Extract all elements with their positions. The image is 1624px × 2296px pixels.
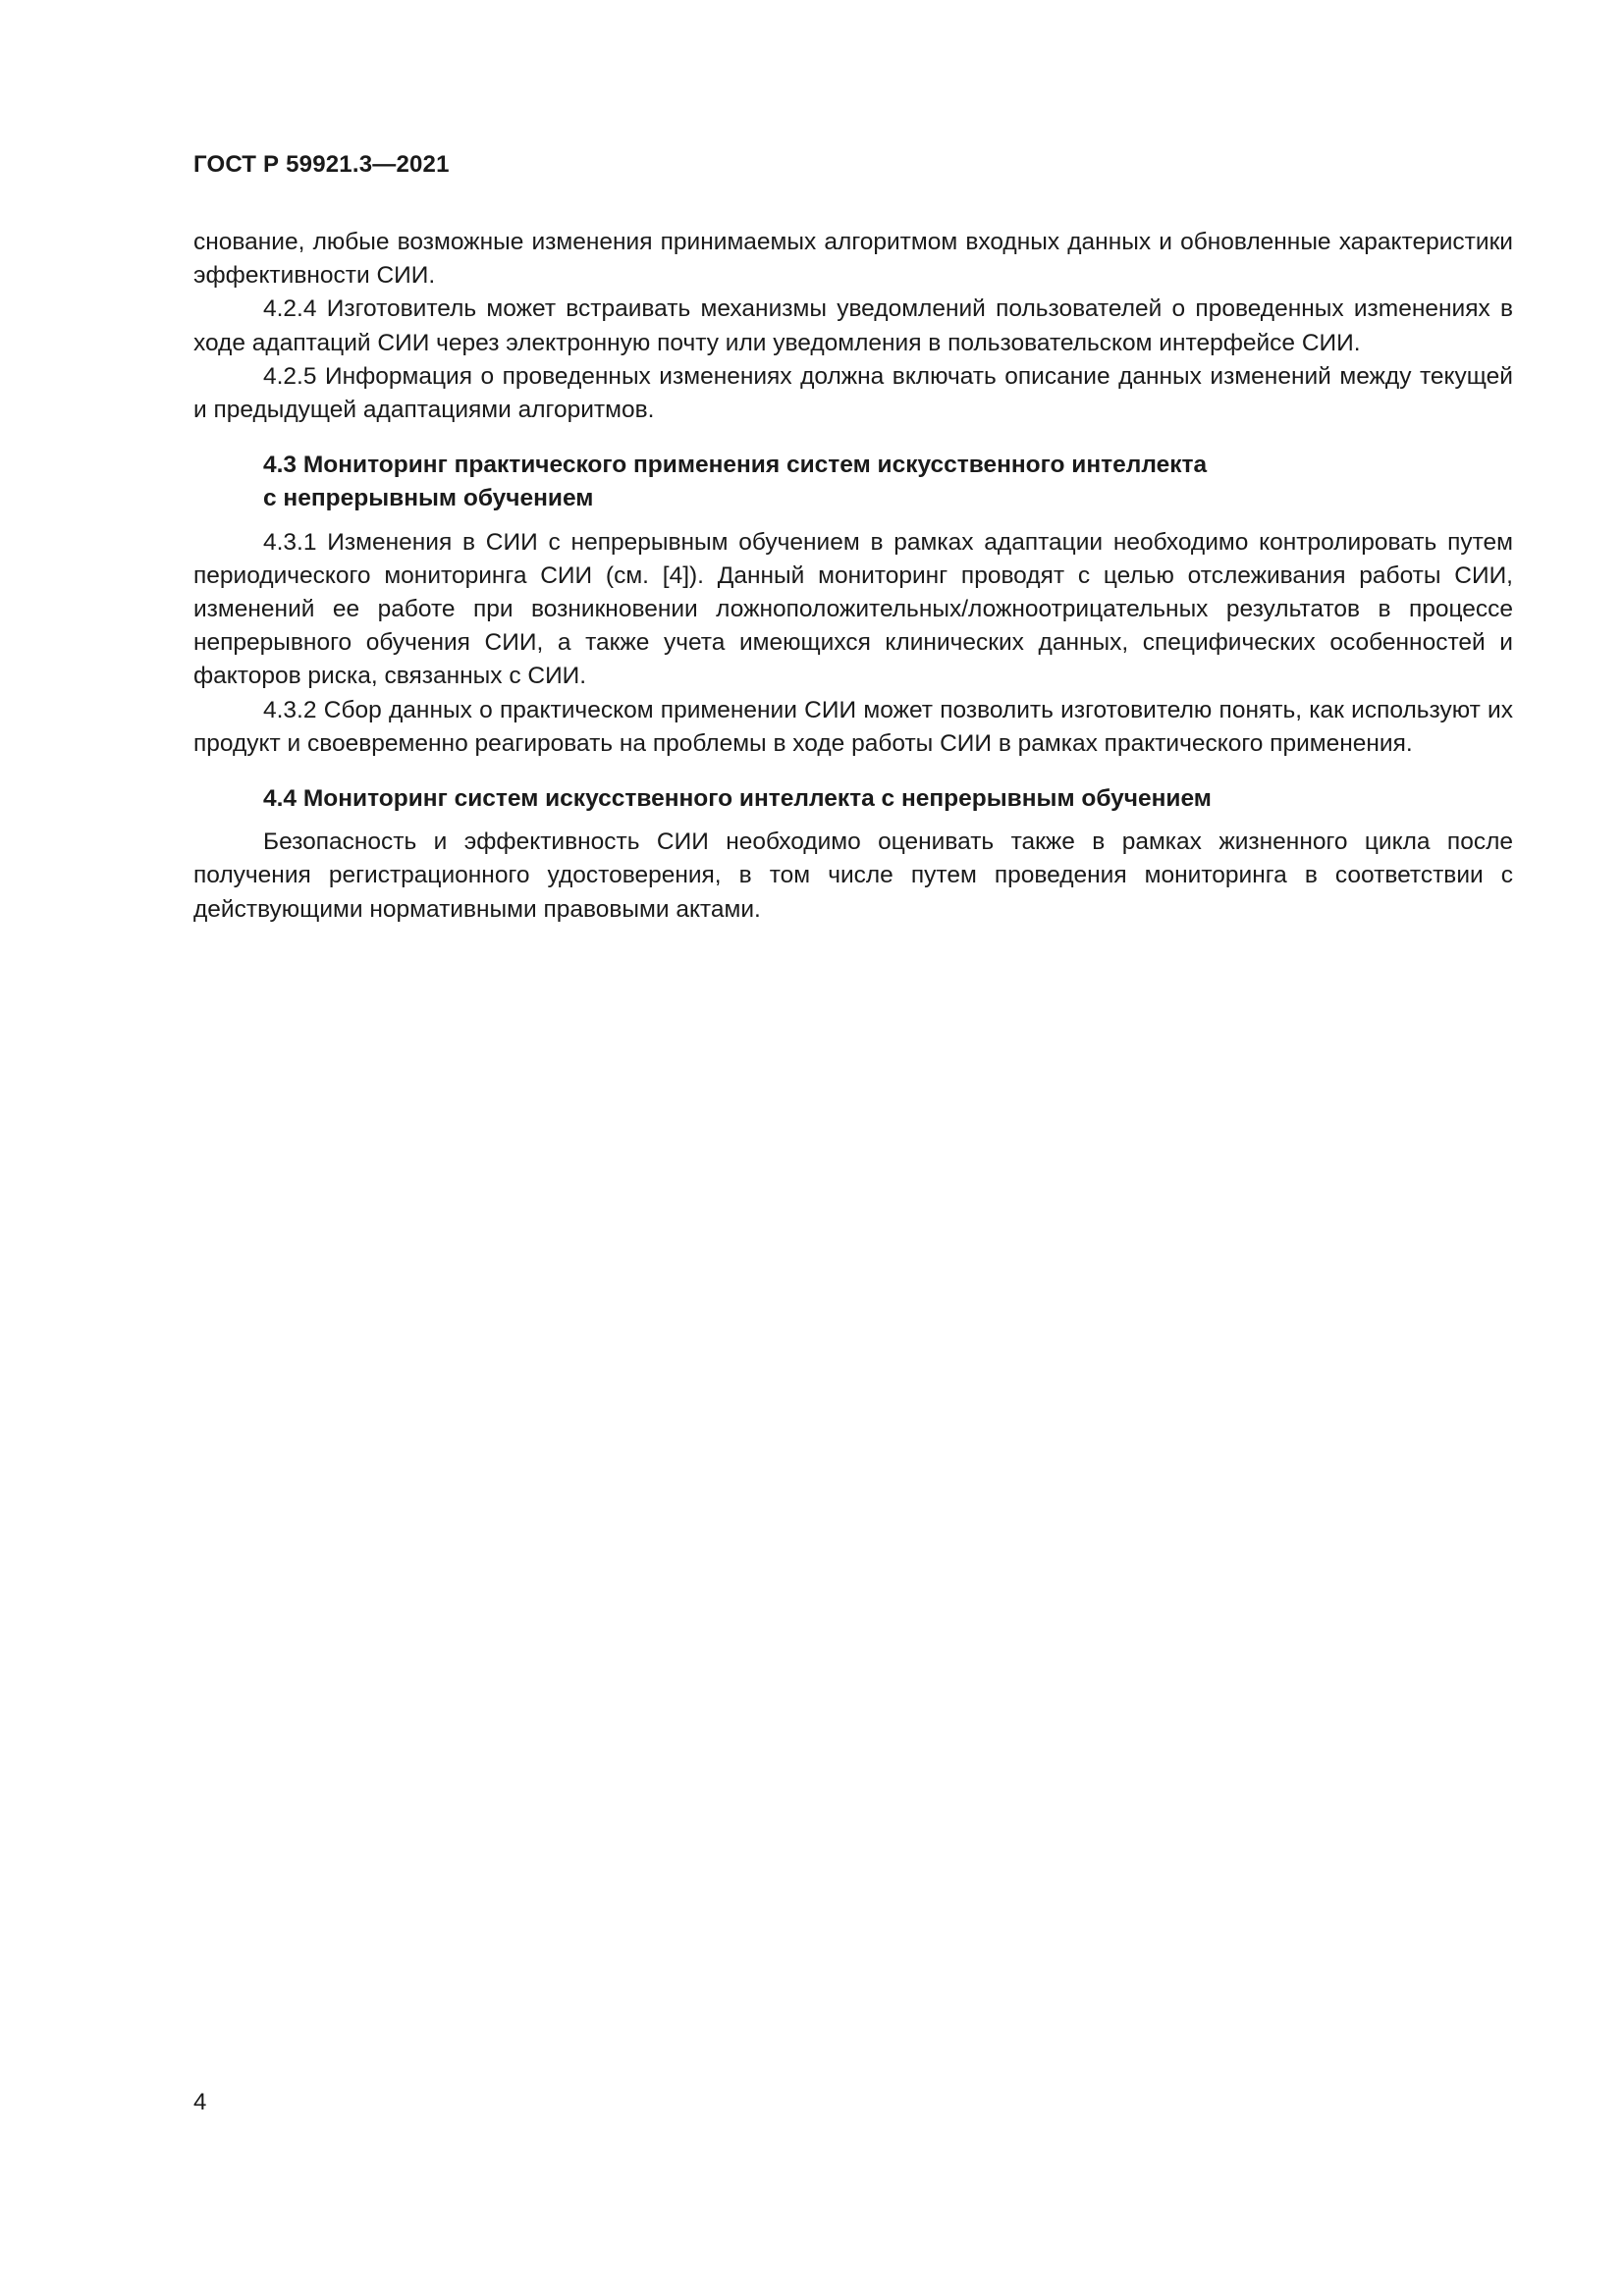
section-heading-4-3-line-1: 4.3 Мониторинг практического применения систем искусственного интеллекта — [263, 452, 1208, 479]
section-heading-4-3 — [193, 449, 1540, 515]
document-body — [193, 226, 1513, 927]
paragraph-4-3-1: 4.3.1 Изменения в СИИ с непрерывным обучением в рамках адаптации необходимо контролировать путем периодического мониторинга СИИ (см. [4]). Данный мониторинг проводят с целью отслеживания работы СИИ, изменений ее работе при возникновении ложноположительных/ложноотрицательных результатов в процессе непрерывного обучения СИИ, а также учета имеющихся клинических данных, специфических особенностей и факторов риска, связанных с СИИ. — [193, 528, 1513, 690]
section-heading-4-4: 4.4 Мониторинг систем искусственного интеллекта с непрерывным обучением — [263, 785, 1212, 813]
paragraph-4-2-5: 4.2.5 Информация о проведенных изменениях должна включать описание данных изменений между текущей и предыдущей адаптациями алгоритмов. — [193, 362, 1513, 424]
page-number: 4 — [193, 2089, 207, 2115]
paragraph-4-4: Безопасность и эффективность СИИ необходимо оценивать также в рамках жизненного цикла после получения регистрационного удостоверения, в том числе путем проведения мониторинга в соответствии с действующими нормативными правовыми актами. — [193, 828, 1513, 923]
section-heading-4-3-line-2: с непрерывным обучением — [263, 485, 594, 512]
paragraph-4-2-4: 4.2.4 Изготовитель может встраивать механизмы уведомлений пользователей о проведенных изmенениях в ходе адаптаций СИИ через электронную почту или уведомления в пользовательском интерфейсе СИИ. — [193, 295, 1513, 356]
document-header: ГОСТ Р 59921.3—2021 — [193, 151, 450, 178]
paragraph-4-3-2: 4.3.2 Сбор данных о практическом применении СИИ может позволить изготовителю понять, как используют их продукт и своевременно реагировать на проблемы в ходе работы СИИ в рамках практического применения. — [193, 696, 1513, 757]
paragraph-continuation: снование, любые возможные изменения принимаемых алгоритмом входных данных и обновленные характеристики эффективности СИИ. — [193, 229, 1513, 290]
